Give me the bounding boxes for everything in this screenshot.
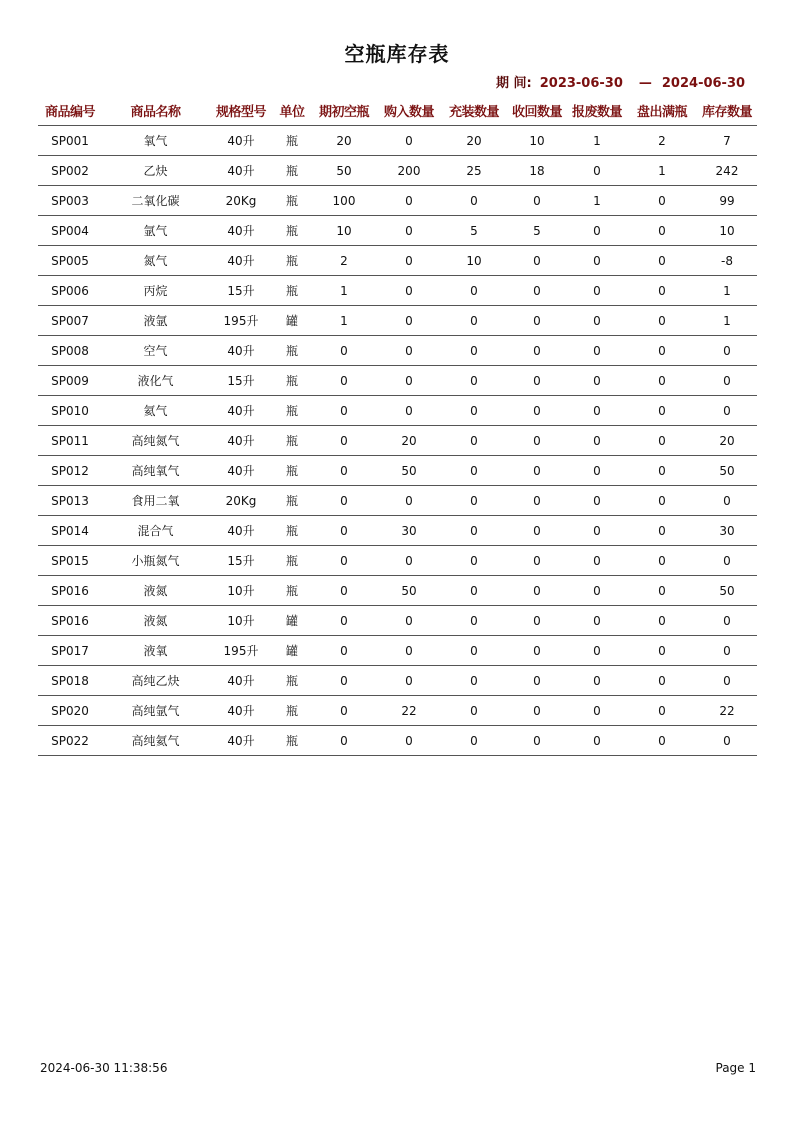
table-cell: 0: [377, 306, 441, 336]
table-cell: 0: [311, 606, 377, 636]
table-cell: 20Kg: [209, 186, 273, 216]
table-cell: 0: [441, 546, 507, 576]
table-cell: 40升: [209, 666, 273, 696]
table-row: [38, 456, 757, 486]
table-cell: 丙烷: [102, 276, 209, 306]
table-cell: 40升: [209, 336, 273, 366]
table-cell: 100: [311, 186, 377, 216]
table-cell: 195升: [209, 306, 273, 336]
table-cell: 5: [441, 216, 507, 246]
table-cell: 食用二氧: [102, 486, 209, 516]
table-cell: 50: [377, 576, 441, 606]
table-cell: 0: [697, 486, 757, 516]
table-cell: 0: [377, 546, 441, 576]
table-cell: 10: [697, 216, 757, 246]
table-row: [38, 606, 757, 636]
table-cell: SP004: [38, 216, 102, 246]
table-cell: 0: [697, 366, 757, 396]
table-cell: 0: [377, 726, 441, 756]
table-cell: 0: [507, 636, 567, 666]
table-cell: SP018: [38, 666, 102, 696]
table-cell: 0: [627, 516, 697, 546]
table-cell: 0: [567, 306, 627, 336]
table-cell: 0: [507, 606, 567, 636]
table-cell: 0: [507, 546, 567, 576]
table-cell: 40升: [209, 396, 273, 426]
table-cell: 瓶: [273, 486, 311, 516]
table-cell: 7: [697, 126, 757, 156]
table-cell: 0: [377, 126, 441, 156]
table-cell: 0: [377, 396, 441, 426]
table-cell: 0: [697, 396, 757, 426]
table-cell: 液氩: [102, 306, 209, 336]
table-cell: 0: [507, 576, 567, 606]
table-cell: 50: [377, 456, 441, 486]
table-cell: 高纯氦气: [102, 726, 209, 756]
table-cell: 液氮: [102, 606, 209, 636]
table-cell: 0: [311, 426, 377, 456]
table-row: [38, 636, 757, 666]
table-cell: SP011: [38, 426, 102, 456]
table-cell: 0: [311, 486, 377, 516]
table-row: [38, 516, 757, 546]
table-cell: 0: [697, 546, 757, 576]
table-cell: 0: [311, 396, 377, 426]
table-cell: SP012: [38, 456, 102, 486]
table-cell: 高纯氩气: [102, 696, 209, 726]
table-cell: 0: [311, 636, 377, 666]
table-cell: 1: [627, 156, 697, 186]
table-cell: 0: [507, 396, 567, 426]
table-cell: 30: [377, 516, 441, 546]
table-row: [38, 366, 757, 396]
table-cell: 氧气: [102, 126, 209, 156]
table-cell: 1: [697, 306, 757, 336]
table-cell: 瓶: [273, 156, 311, 186]
table-cell: 0: [627, 606, 697, 636]
table-cell: 22: [697, 696, 757, 726]
table-cell: SP006: [38, 276, 102, 306]
table-cell: 混合气: [102, 516, 209, 546]
table-cell: 液氮: [102, 576, 209, 606]
table-cell: SP002: [38, 156, 102, 186]
table-cell: 20: [377, 426, 441, 456]
table-cell: 0: [311, 576, 377, 606]
table-row: [38, 486, 757, 516]
table-cell: 0: [627, 186, 697, 216]
period-start: 2023-06-30: [539, 76, 623, 91]
table-cell: 0: [627, 636, 697, 666]
table-cell: 0: [377, 246, 441, 276]
table-cell: 0: [567, 576, 627, 606]
table-cell: 0: [441, 576, 507, 606]
column-header: 商品编号: [38, 95, 102, 126]
table-cell: 40升: [209, 696, 273, 726]
period-label: 期 间:: [496, 76, 532, 91]
table-cell: 0: [627, 696, 697, 726]
table-cell: 乙炔: [102, 156, 209, 186]
table-row: [38, 336, 757, 366]
table-cell: 20: [697, 426, 757, 456]
table-cell: 0: [311, 546, 377, 576]
table-cell: 0: [627, 336, 697, 366]
table-row: [38, 396, 757, 426]
table-cell: SP015: [38, 546, 102, 576]
column-header: 商品名称: [102, 95, 209, 126]
column-header: 收回数量: [507, 95, 567, 126]
table-cell: 0: [567, 696, 627, 726]
table-cell: 30: [697, 516, 757, 546]
table-cell: 瓶: [273, 726, 311, 756]
table-cell: 0: [627, 276, 697, 306]
table-cell: 40升: [209, 246, 273, 276]
table-cell: 氮气: [102, 246, 209, 276]
table-cell: 0: [377, 336, 441, 366]
table-cell: 0: [441, 366, 507, 396]
table-row: [38, 156, 757, 186]
table-cell: 0: [377, 606, 441, 636]
table-cell: 242: [697, 156, 757, 186]
table-cell: 40升: [209, 126, 273, 156]
table-cell: 0: [441, 696, 507, 726]
table-cell: 20: [311, 126, 377, 156]
table-cell: 18: [507, 156, 567, 186]
table-cell: 40升: [209, 216, 273, 246]
table-row: [38, 216, 757, 246]
table-cell: 40升: [209, 426, 273, 456]
table-cell: 0: [507, 276, 567, 306]
table-cell: 10: [311, 216, 377, 246]
table-row: [38, 696, 757, 726]
table-cell: 0: [567, 366, 627, 396]
table-cell: 0: [567, 426, 627, 456]
column-header: 报废数量: [567, 95, 627, 126]
table-cell: SP007: [38, 306, 102, 336]
table-cell: 0: [377, 666, 441, 696]
table-cell: 0: [697, 336, 757, 366]
table-cell: 0: [441, 666, 507, 696]
table-cell: 0: [507, 426, 567, 456]
table-cell: 50: [697, 456, 757, 486]
table-cell: 0: [507, 336, 567, 366]
table-cell: 0: [507, 666, 567, 696]
page-title: 空瓶库存表: [344, 42, 450, 66]
table-row: [38, 126, 757, 156]
table-cell: -8: [697, 246, 757, 276]
table-cell: 0: [627, 576, 697, 606]
table-header-row: [38, 95, 757, 126]
table-cell: 瓶: [273, 456, 311, 486]
table-cell: 0: [507, 246, 567, 276]
column-header: 单位: [273, 95, 311, 126]
table-cell: SP009: [38, 366, 102, 396]
table-cell: 20: [441, 126, 507, 156]
table-cell: 0: [311, 366, 377, 396]
column-header: 期初空瓶: [311, 95, 377, 126]
table-cell: 0: [567, 606, 627, 636]
table-cell: 瓶: [273, 696, 311, 726]
table-cell: 瓶: [273, 366, 311, 396]
table-cell: 0: [377, 276, 441, 306]
table-cell: 罐: [273, 636, 311, 666]
period-range: [496, 72, 745, 91]
table-cell: 1: [311, 306, 377, 336]
table-cell: 0: [567, 636, 627, 666]
table-cell: 0: [441, 186, 507, 216]
period-separator: —: [638, 76, 652, 91]
table-cell: 0: [441, 516, 507, 546]
table-cell: 0: [567, 666, 627, 696]
table-cell: 0: [311, 336, 377, 366]
table-cell: SP005: [38, 246, 102, 276]
table-cell: SP017: [38, 636, 102, 666]
period-end: 2024-06-30: [661, 76, 746, 91]
table-cell: SP003: [38, 186, 102, 216]
table-cell: 0: [441, 726, 507, 756]
table-cell: 1: [311, 276, 377, 306]
table-cell: 液化气: [102, 366, 209, 396]
table-body: [38, 126, 757, 756]
table-cell: 0: [627, 426, 697, 456]
table-cell: SP022: [38, 726, 102, 756]
table-cell: 瓶: [273, 126, 311, 156]
table-cell: SP013: [38, 486, 102, 516]
table-cell: 0: [627, 456, 697, 486]
table-cell: 0: [507, 486, 567, 516]
table-cell: 0: [567, 396, 627, 426]
table-cell: 15升: [209, 546, 273, 576]
table-cell: 50: [311, 156, 377, 186]
table-cell: SP016: [38, 606, 102, 636]
table-cell: 液氧: [102, 636, 209, 666]
table-cell: 0: [311, 696, 377, 726]
table-cell: 0: [441, 456, 507, 486]
table-cell: 瓶: [273, 246, 311, 276]
table-cell: 0: [311, 726, 377, 756]
table-cell: 50: [697, 576, 757, 606]
table-cell: 0: [507, 696, 567, 726]
inventory-table: [38, 95, 757, 756]
table-cell: 0: [311, 666, 377, 696]
table-row: [38, 546, 757, 576]
table-cell: 高纯氮气: [102, 426, 209, 456]
table-cell: 0: [697, 606, 757, 636]
table-cell: 25: [441, 156, 507, 186]
table-cell: 0: [507, 186, 567, 216]
table-row: [38, 726, 757, 756]
column-header: 盘出满瓶: [627, 95, 697, 126]
column-header: 库存数量: [697, 95, 757, 126]
table-cell: 40升: [209, 456, 273, 486]
table-cell: 空气: [102, 336, 209, 366]
table-cell: SP001: [38, 126, 102, 156]
table-cell: SP008: [38, 336, 102, 366]
table-cell: 0: [567, 216, 627, 246]
table-cell: 0: [377, 636, 441, 666]
table-cell: 15升: [209, 276, 273, 306]
table-cell: 氦气: [102, 396, 209, 426]
table-cell: 瓶: [273, 666, 311, 696]
table-cell: 0: [441, 336, 507, 366]
table-cell: 0: [567, 456, 627, 486]
table-cell: 0: [441, 426, 507, 456]
table-cell: 1: [697, 276, 757, 306]
table-cell: 0: [567, 546, 627, 576]
table-cell: 0: [627, 246, 697, 276]
table-cell: 10升: [209, 606, 273, 636]
table-cell: 0: [507, 306, 567, 336]
table-cell: 0: [441, 606, 507, 636]
table-cell: 0: [377, 366, 441, 396]
table-cell: 0: [311, 516, 377, 546]
table-cell: 0: [441, 276, 507, 306]
table-cell: 0: [627, 726, 697, 756]
table-cell: 22: [377, 696, 441, 726]
column-header: 充装数量: [441, 95, 507, 126]
column-header: 规格型号: [209, 95, 273, 126]
table-cell: 0: [441, 636, 507, 666]
table-cell: 0: [507, 516, 567, 546]
table-cell: 0: [567, 156, 627, 186]
table-cell: 40升: [209, 516, 273, 546]
table-cell: 0: [567, 726, 627, 756]
table-cell: 0: [567, 246, 627, 276]
table-cell: 40升: [209, 156, 273, 186]
table-cell: 200: [377, 156, 441, 186]
table-cell: SP016: [38, 576, 102, 606]
table-row: [38, 666, 757, 696]
table-cell: 0: [567, 336, 627, 366]
table-cell: 0: [311, 456, 377, 486]
table-cell: 瓶: [273, 216, 311, 246]
table-cell: 瓶: [273, 546, 311, 576]
table-cell: 0: [507, 726, 567, 756]
table-row: [38, 246, 757, 276]
table-cell: 瓶: [273, 576, 311, 606]
table-cell: 高纯乙炔: [102, 666, 209, 696]
table-cell: 99: [697, 186, 757, 216]
print-timestamp: 2024-06-30 11:38:56: [40, 1061, 168, 1075]
table-cell: 高纯氧气: [102, 456, 209, 486]
table-cell: 0: [441, 486, 507, 516]
table-cell: 0: [441, 306, 507, 336]
column-header: 购入数量: [377, 95, 441, 126]
table-cell: 0: [377, 186, 441, 216]
table-cell: 2: [311, 246, 377, 276]
table-cell: 0: [627, 666, 697, 696]
table-cell: 0: [377, 486, 441, 516]
table-cell: SP014: [38, 516, 102, 546]
table-cell: 0: [627, 306, 697, 336]
table-cell: 瓶: [273, 396, 311, 426]
table-cell: 二氧化碳: [102, 186, 209, 216]
table-cell: 20Kg: [209, 486, 273, 516]
table-cell: 10: [507, 126, 567, 156]
table-cell: 10: [441, 246, 507, 276]
table-cell: 0: [627, 546, 697, 576]
page-number: Page 1: [715, 1061, 756, 1075]
table-cell: 0: [507, 366, 567, 396]
table-cell: 195升: [209, 636, 273, 666]
table-cell: 0: [697, 666, 757, 696]
table-cell: 瓶: [273, 186, 311, 216]
table-cell: 瓶: [273, 426, 311, 456]
table-cell: SP020: [38, 696, 102, 726]
table-cell: 0: [697, 636, 757, 666]
table-cell: 10升: [209, 576, 273, 606]
table-row: [38, 186, 757, 216]
table-cell: 1: [567, 126, 627, 156]
table-cell: 0: [567, 516, 627, 546]
table-cell: 罐: [273, 606, 311, 636]
table-cell: 小瓶氮气: [102, 546, 209, 576]
table-cell: 瓶: [273, 276, 311, 306]
table-cell: 瓶: [273, 336, 311, 366]
table-cell: 0: [697, 726, 757, 756]
table-cell: 0: [627, 486, 697, 516]
table-cell: SP010: [38, 396, 102, 426]
table-cell: 瓶: [273, 516, 311, 546]
table-cell: 0: [507, 456, 567, 486]
table-cell: 0: [627, 366, 697, 396]
table-cell: 氩气: [102, 216, 209, 246]
table-cell: 罐: [273, 306, 311, 336]
table-cell: 5: [507, 216, 567, 246]
table-cell: 0: [627, 396, 697, 426]
table-cell: 0: [627, 216, 697, 246]
table-cell: 0: [567, 276, 627, 306]
table-row: [38, 276, 757, 306]
table-cell: 0: [441, 396, 507, 426]
table-cell: 0: [377, 216, 441, 246]
table-row: [38, 306, 757, 336]
table-row: [38, 426, 757, 456]
table-row: [38, 576, 757, 606]
table-cell: 1: [567, 186, 627, 216]
table-cell: 15升: [209, 366, 273, 396]
table-cell: 0: [567, 486, 627, 516]
table-cell: 40升: [209, 726, 273, 756]
table-cell: 2: [627, 126, 697, 156]
